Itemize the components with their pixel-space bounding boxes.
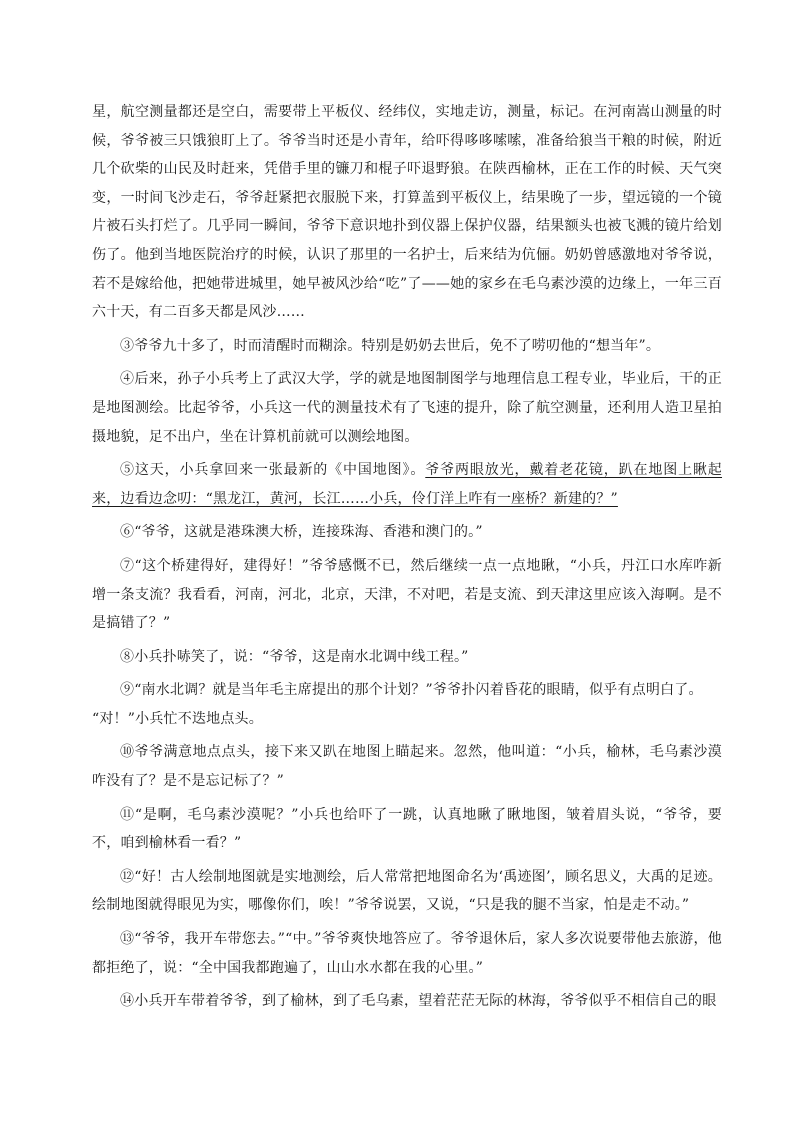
- paragraph-6: ⑥“爷爷，这就是港珠澳大桥，连接珠海、香港和澳门的。”: [120, 524, 483, 541]
- paragraph-4: ④后来，孙子小兵考上了武汉大学，学的就是地图制图学与地理信息工程专业，毕业后，干的正是地图测绘。比起爷爷，小兵这一代的测量技术有了飞速的提升，除了航空测量，还利用人造卫星拍摄地貌，足不出户，坐在计算机前就可以测绘地图。: [92, 371, 722, 445]
- paragraph-5: [92, 456, 722, 513]
- paragraph-12: ⑫“好！古人绘制地图就是实地测绘，后人常常把地图命名为‘禹迹图’，顾名思义，大禹的足迹。绘制地图就得眼见为实，哪像你们，唉！”爷爷说罢，又说，“只是我的腿不当家，怕是走不动。”: [92, 868, 722, 914]
- paragraph-9: ⑨“南水北调？就是当年毛主席提出的那个计划？”爷爷扑闪着昏花的眼睛，似乎有点明白了。: [120, 682, 703, 699]
- paragraph-11: ⑪“是啊，毛乌素沙漠呢？”小兵也给吓了一跳，认真地瞅了瞅地图，皱着眉头说，“爷爷，要不，咱到榆林看一看？”: [92, 806, 722, 852]
- document-page: [92, 98, 722, 1021]
- paragraph-8: ⑧小兵扑哧笑了，说：“爷爷，这是南水北调中线工程。”: [120, 648, 469, 665]
- paragraph-13: ⑬“爷爷，我开车带您去。”“中。”爷爷爽快地答应了。爷爷退休后，家人多次说要带他去旅游，他都拒绝了，说：“全中国我都跑遍了，山山水水都在我的心里。”: [92, 931, 722, 976]
- paragraph-14: ⑭小兵开车带着爷爷，到了榆林，到了毛乌素，望着茫茫无际的林海，爷爷似乎不相信自己的眼: [120, 993, 717, 1010]
- paragraph-5-text: ⑤这天，小兵拿回来一张最新的《中国地图》。: [120, 462, 426, 479]
- paragraph-10: ⑩爷爷满意地点点头，接下来又趴在地图上瞄起来。忽然，他叫道：“小兵，榆林，毛乌素沙漠咋没有了？是不是忘记标了？”: [92, 744, 722, 790]
- paragraph-5-underlined-sentence: 爷爷两眼放光，戴着老花镜，趴在地图上瞅起来，边看边念叨：“黑龙江，黄河，长江……小兵，伶仃洋上咋有一座桥？新建的？”: [92, 462, 723, 507]
- paragraph-9-reply: “对！”小兵忙不迭地点头。: [92, 710, 263, 727]
- paragraph-2-continued: 星，航空测量都还是空白，需要带上平板仪、经纬仪，实地走访，测量，标记。在河南嵩山测量的时候，爷爷被三只饿狼盯上了。爷爷当时还是小青年，给吓得哆哆嗦嗦，准备给狼当干粮的时候，附近几个砍柴的山民及时赶来，凭借手里的镰刀和棍子吓退野狼。在陕西榆林，正在工作的时候、天气突变，一时间飞沙走石，爷爷赶紧把衣服脱下来，打算盖到平板仪上，结果晚了一步，望远镜的一个镜片被石头打烂了。几乎同一瞬间，爷爷下意识地扑到仪器上保护仪器，结果额头也被飞溅的镜片给划伤了。他到当地医院治疗的时候，认识了那里的一名护士，后来结为伉俪。奶奶曾感激地对爷爷说，若不是嫁给他，把她带进城里，她早被风沙给“吃”了——她的家乡在毛乌素沙漠的边缘上，一年三百六十天，有二百多天都是风沙……: [92, 104, 722, 321]
- paragraph-7: ⑦“这个桥建得好，建得好！”爷爷感慨不已，然后继续一点一点地瞅，“小兵，丹江口水库咋新增一条支流？我看看，河南，河北，北京，天津，不对吧，若是支流、到天津这里应该入海啊。是不是搞错了？”: [92, 557, 722, 632]
- paragraph-3: ③爷爷九十多了，时而清醒时而糊涂。特别是奶奶去世后，免不了唠叨他的“想当年”。: [120, 337, 661, 354]
